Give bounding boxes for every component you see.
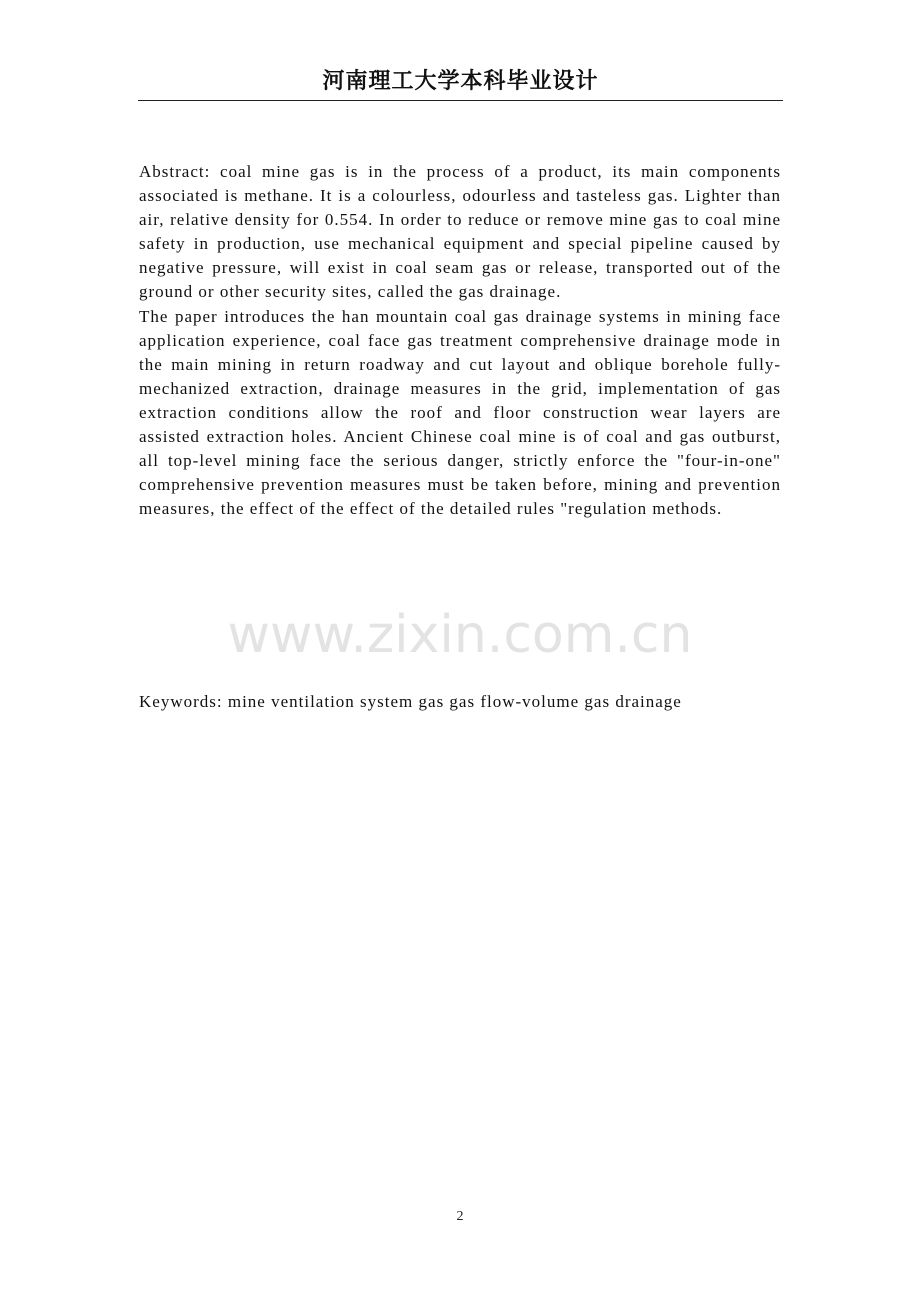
keywords-line: Keywords: mine ventilation system gas gas flow-volume gas drainage xyxy=(139,692,682,711)
abstract-section xyxy=(139,160,781,521)
watermark: www.zixin.com.cn xyxy=(227,605,693,665)
header-title: 河南理工大学本科毕业设计 xyxy=(322,69,599,94)
abstract-paragraph-1: Abstract: coal mine gas is in the process of a product, its main components associated is methane. It is a colourless, odourless and tasteless gas. Lighter than air, relative density for 0.554. In order to reduce or remove mine gas to coal mine safety in production, use mechanical equipment and special pipeline caused by negative pressure, will exist in coal seam gas or release, transported out of the ground or other security sites, called the gas drainage. xyxy=(139,162,781,302)
page-number: 2 xyxy=(456,1209,464,1224)
page-header xyxy=(138,64,783,101)
abstract-paragraph-2: The paper introduces the han mountain coal gas drainage systems in mining face application experience, coal face gas treatment comprehensive drainage mode in the main mining in return roadway and cut layout and oblique borehole fully-mechanized extraction, drainage measures in the grid, implementation of gas extraction conditions allow the roof and floor construction wear layers are assisted extraction holes. Ancient Chinese coal mine is of coal and gas outburst, all top-level mining face the serious danger, strictly enforce the "four-in-one" comprehensive prevention measures must be taken before, mining and prevention measures, the effect of the effect of the detailed rules "regulation methods. xyxy=(139,306,781,519)
